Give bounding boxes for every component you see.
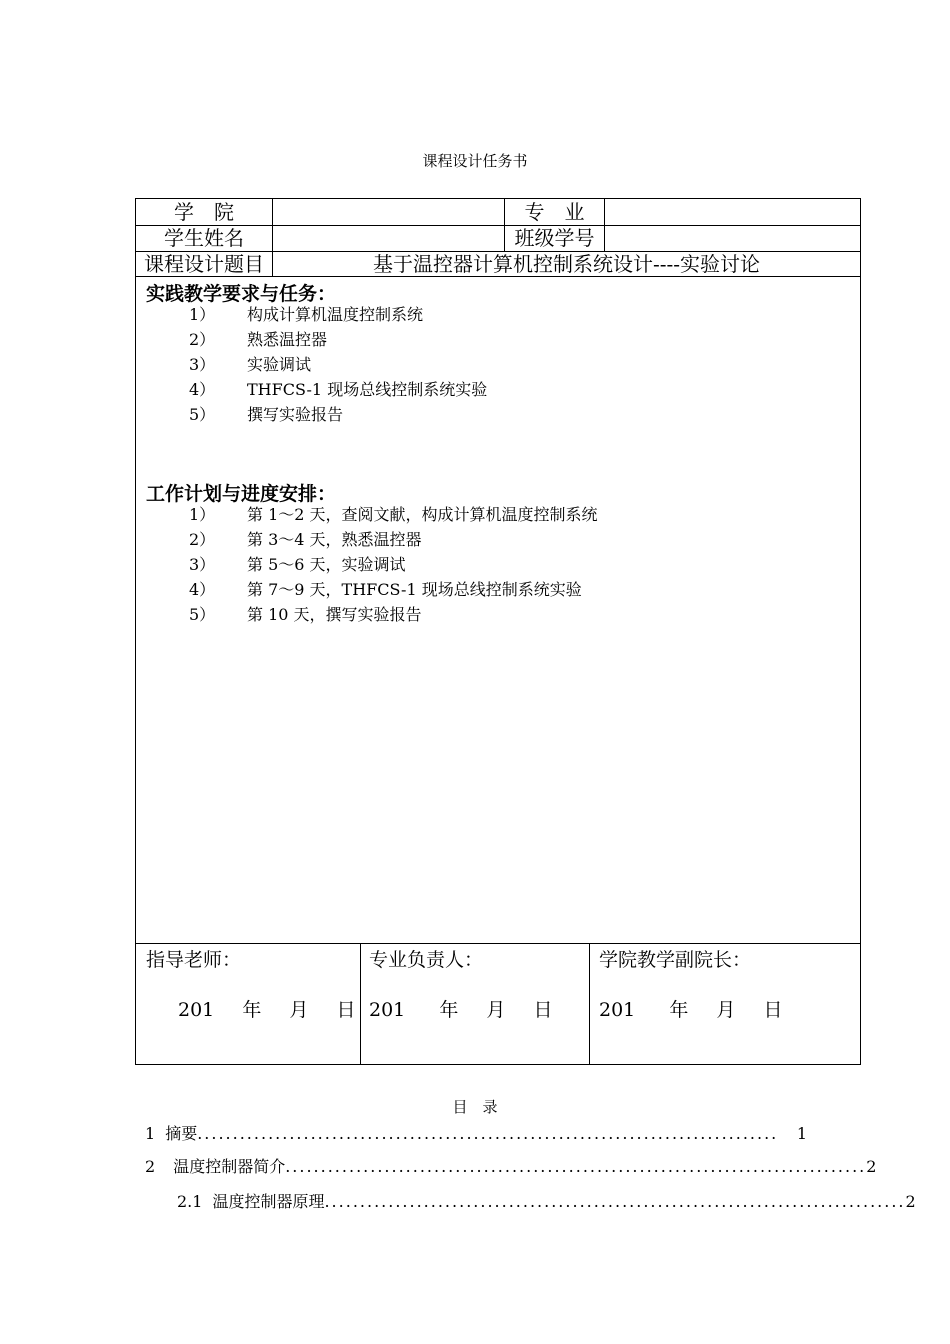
- major-head-date: [369, 995, 552, 1022]
- toc-entry[interactable]: [145, 1154, 877, 1177]
- list-item-text: 第 3～4 天，熟悉温控器: [247, 530, 422, 549]
- college-label: 学 院: [174, 200, 234, 224]
- student-name-label: 学生姓名: [164, 226, 244, 250]
- date-month-unit: 月: [486, 999, 506, 1021]
- vice-dean-date: [599, 995, 782, 1022]
- toc-leader-dots: ..................................................................................: [324, 1192, 906, 1211]
- list-item-number: 1）: [189, 505, 216, 524]
- document-title: 课程设计任务书: [422, 152, 528, 170]
- list-item-text: 第 1～2 天，查阅文献，构成计算机温度控制系统: [247, 505, 598, 524]
- toc-entry-number: 1: [145, 1124, 156, 1143]
- topic-value: 基于温控器计算机控制系统设计----实验讨论: [372, 252, 761, 276]
- toc-leader-dots: ..................................................................................: [285, 1157, 867, 1176]
- table-col-divider: [360, 943, 361, 1065]
- task-table: [135, 198, 861, 1065]
- list-item-text: 第 5～6 天，实验调试: [247, 555, 406, 574]
- table-col-divider: [589, 943, 590, 1065]
- topic-label: 课程设计题目: [144, 252, 264, 276]
- toc-entry-title: 温度控制器简介: [173, 1157, 286, 1176]
- list-item-number: 2）: [189, 530, 216, 549]
- list-item-number: 4）: [189, 580, 216, 599]
- toc-entry-page: 1: [796, 1124, 807, 1143]
- list-item-number: 5）: [189, 405, 216, 424]
- date-year: 201: [599, 999, 636, 1021]
- date-day-unit: 日: [763, 999, 783, 1021]
- schedule-heading: 工作计划与进度安排：: [146, 483, 337, 505]
- list-item-number: 5）: [189, 605, 216, 624]
- table-row-divider: [136, 943, 860, 944]
- major-head-label: 专业负责人：: [369, 949, 484, 971]
- class-id-label: 班级学号: [514, 226, 595, 250]
- table-col-divider: [604, 199, 605, 251]
- date-year-unit: 年: [669, 999, 689, 1021]
- toc-entry[interactable]: [177, 1189, 916, 1212]
- date-day-unit: 日: [336, 999, 356, 1021]
- list-item-text: 第 10 天，撰写实验报告: [247, 605, 422, 624]
- list-item-number: 2）: [189, 330, 216, 349]
- major-label: 专 业: [524, 200, 585, 224]
- toc-entry-number: 2.1: [177, 1192, 203, 1211]
- toc-entry-title: 摘要: [165, 1124, 198, 1143]
- date-year-unit: 年: [439, 999, 459, 1021]
- date-year: 201: [178, 999, 215, 1021]
- list-item-number: 4）: [189, 380, 216, 399]
- vice-dean-label: 学院教学副院长：: [599, 949, 752, 971]
- list-item-text: THFCS-1 现场总线控制系统实验: [247, 380, 488, 399]
- list-item-number: 1）: [189, 305, 216, 324]
- list-item-number: 3）: [189, 355, 216, 374]
- date-day-unit: 日: [533, 999, 553, 1021]
- date-year: 201: [369, 999, 406, 1021]
- list-item-text: 撰写实验报告: [247, 405, 344, 424]
- date-month-unit: 月: [289, 999, 309, 1021]
- date-month-unit: 月: [716, 999, 736, 1021]
- list-item-text: 熟悉温控器: [247, 330, 328, 349]
- toc-entry[interactable]: [145, 1121, 807, 1144]
- list-item-text: 实验调试: [247, 355, 312, 374]
- advisor-date: [178, 995, 355, 1022]
- requirements-heading: 实践教学要求与任务：: [146, 283, 337, 305]
- list-item-text: 第 7～9 天，THFCS-1 现场总线控制系统实验: [247, 580, 582, 599]
- list-item-number: 3）: [189, 555, 216, 574]
- date-year-unit: 年: [242, 999, 262, 1021]
- toc-entry-number: 2: [145, 1157, 156, 1176]
- toc-title: 目 录: [452, 1098, 498, 1116]
- list-item-text: 构成计算机温度控制系统: [247, 305, 424, 324]
- toc-entry-title: 温度控制器原理: [212, 1192, 325, 1211]
- table-row-divider: [136, 276, 860, 277]
- toc-entry-page: 2: [866, 1157, 877, 1176]
- toc-entry-page: 2: [905, 1192, 916, 1211]
- advisor-label: 指导老师：: [146, 949, 242, 971]
- toc-leader-dots: ..................................................................................: [197, 1124, 779, 1143]
